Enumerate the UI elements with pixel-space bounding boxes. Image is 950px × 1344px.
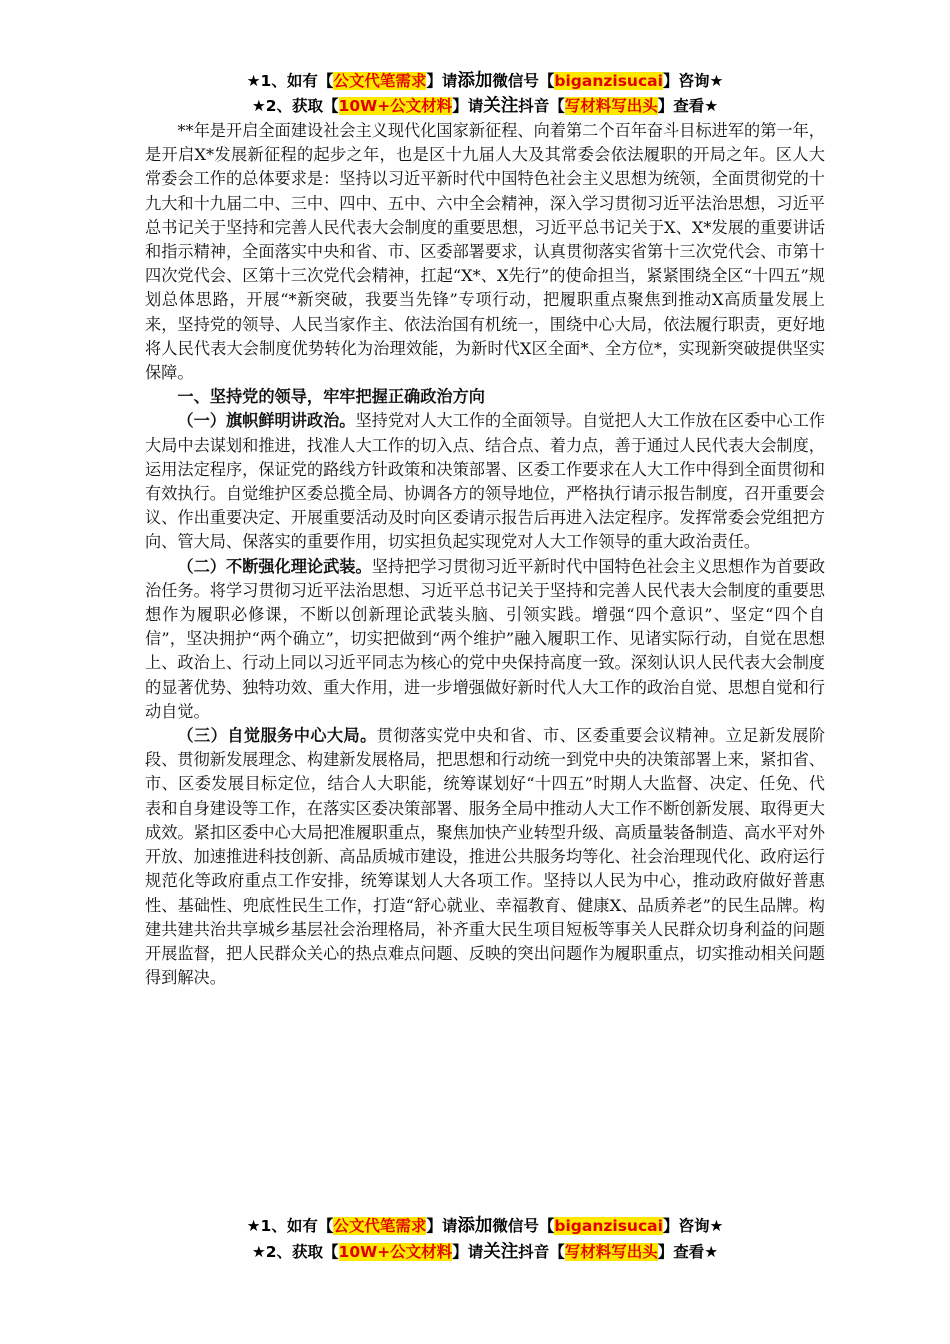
ad-text: 抖音【 (518, 1243, 565, 1261)
ad-emphasis: 添加 (457, 71, 493, 91)
ad-prefix: ★1、如有【 (246, 72, 334, 90)
ad-text: 】请 (426, 1217, 458, 1235)
paragraph-3-text: 贯彻落实党中央和省、市、区委重要会议精神。立足新发展阶段、贯彻新发展理念、构建新发展格局，把思想和行动统一到党中央的决策部署上来，紧扣省、市、区委发展目标定位，结合人大职能，统筹谋划好“十四五”时期人大监督、决定、任免、代表和自身建设等工作，在落实区委决策部署、服务全局中推动人大工作不断创新发展、取得更大成效。紧扣区委中心大局把准履职重点，聚焦加快产业转型升级、高质量装备制造、高水平对外开放、加速推进科技创新、高品质城市建设，推进公共服务均等化、社会治理现代化、政府运行规范化等政府重点工作安排，统筹谋划人大各项工作。坚持以人民为中心，推动政府做好普惠性、基础性、兜底性民生工作，打造“舒心就业、幸福教育、健康X、品质养老”的民生品牌。构建共建共治共享城乡基层社会治理格局，补齐重大民生项目短板等事关人民群众切身利益的问题开展监督，把人民群众关心的热点难点问题、反映的突出问题作为履职重点，切实推动相关问题得到解决。 (145, 726, 826, 988)
ad-line-2-top (145, 95, 825, 117)
ad-wechat-id: biganzisucai (554, 72, 663, 90)
ad-line-1-top (145, 70, 825, 92)
ad-emphasis: 添加 (457, 1216, 493, 1236)
ad-douyin-account: 写材料写出头 (564, 97, 658, 115)
ad-prefix: ★2、获取【 (251, 97, 339, 115)
paragraph-2 (145, 555, 825, 724)
ad-emphasis: 关注 (483, 96, 519, 116)
ad-prefix: ★1、如有【 (246, 1217, 334, 1235)
ad-emphasis: 关注 (483, 1242, 519, 1262)
ad-prefix: ★2、获取【 (251, 1243, 339, 1261)
ad-text: 】请 (452, 97, 484, 115)
intro-paragraph: **年是开启全面建设社会主义现代化国家新征程、向着第二个百年奋斗目标进军的第一年，是开启X*发展新征程的起步之年，也是区十九届人大及其常委会依法履职的开局之年。区人大常委会工作的总体要求是：坚持以习近平新时代中国特色社会主义思想为统领，全面贯彻党的十九大和十九届二中、三中、四中、五中、六中全会精神，深入学习贯彻习近平法治思想，习近平总书记关于坚持和完善人民代表大会制度的重要思想，习近平总书记关于X、X*发展的重要讲话和指示精神，全面落实中央和省、市、区委部署要求，认真贯彻落实省第十三次党代会、市第十四次党代会、区第十三次党代会精神，扛起“X*、X先行”的使命担当，紧紧围绕全区“十四五”规划总体思路，开展“*新突破，我要当先锋”专项行动，把履职重点聚焦到推动X高质量发展上来，坚持党的领导、人民当家作主、依法治国有机统一，围绕中心大局，依法履行职责，更好地将人民代表大会制度优势转化为治理效能，为新时代X区全面*、全方位*，实现新突破提供坚实保障。 (145, 121, 825, 383)
ad-line-1-bottom (145, 1215, 825, 1237)
paragraph-1-lead: （一）旗帜鲜明讲政治。 (177, 411, 356, 431)
ad-highlight: 10W+公文材料 (338, 97, 453, 115)
ad-text: 微信号【 (492, 72, 555, 90)
ad-text: 】请 (452, 1243, 484, 1261)
ad-highlight: 公文代笔需求 (333, 1217, 427, 1235)
ad-suffix: 】咨询★ (662, 72, 724, 90)
paragraph-2-lead: （二）不断强化理论武装。 (177, 556, 372, 576)
ad-highlight: 公文代笔需求 (333, 72, 427, 90)
ad-suffix: 】咨询★ (662, 1217, 724, 1235)
paragraph-3-lead: （三）自觉服务中心大局。 (177, 726, 377, 746)
paragraph-1-text: 坚持党对人大工作的全面领导。自觉把人大工作放在区委中心工作大局中去谋划和推进，找准人大工作的切入点、结合点、着力点，善于通过人民代表大会制度，运用法定程序，保证党的路线方针政策和决策部署、区委工作要求在人大工作中得到全面贯彻和有效执行。自觉维护区委总揽全局、协调各方的领导地位，严格执行请示报告制度，召开重要会议、作出重要决定、开展重要活动及时向区委请示报告后再进入法定程序。发挥常委会党组把方向、管大局、保落实的重要作用，切实担负起实现党对人大工作领导的重大政治责任。 (145, 411, 825, 552)
document-body (145, 119, 825, 990)
ad-suffix: 】查看★ (657, 1243, 719, 1261)
ad-suffix: 】查看★ (657, 97, 719, 115)
paragraph-1 (145, 409, 825, 554)
ad-text: 微信号【 (492, 1217, 555, 1235)
ad-highlight: 10W+公文材料 (338, 1243, 453, 1261)
ad-text: 】请 (426, 72, 458, 90)
ad-douyin-account: 写材料写出头 (564, 1243, 658, 1261)
section-heading: 一、坚持党的领导，牢牢把握正确政治方向 (177, 387, 485, 407)
paragraph-3 (145, 724, 825, 990)
paragraph-2-text: 坚持把学习贯彻习近平新时代中国特色社会主义思想作为首要政治任务。将学习贯彻习近平法治思想、习近平总书记关于坚持和完善人民代表大会制度的重要思想作为履职必修课，不断以创新理论武装头脑、引领实践。增强“四个意识”、坚定“四个自信”，坚决拥护“两个确立”，切实把做到“两个维护”融入履职工作、见诸实际行动，自觉在思想上、政治上、行动上同以习近平同志为核心的党中央保持高度一致。深刻认识人民代表大会制度的显著优势、独特功效、重大作用，进一步增强做好新时代人大工作的政治自觉、思想自觉和行动自觉。 (145, 556, 826, 721)
ad-text: 抖音【 (518, 97, 565, 115)
ad-line-2-bottom (145, 1241, 825, 1263)
ad-wechat-id: biganzisucai (554, 1217, 663, 1235)
